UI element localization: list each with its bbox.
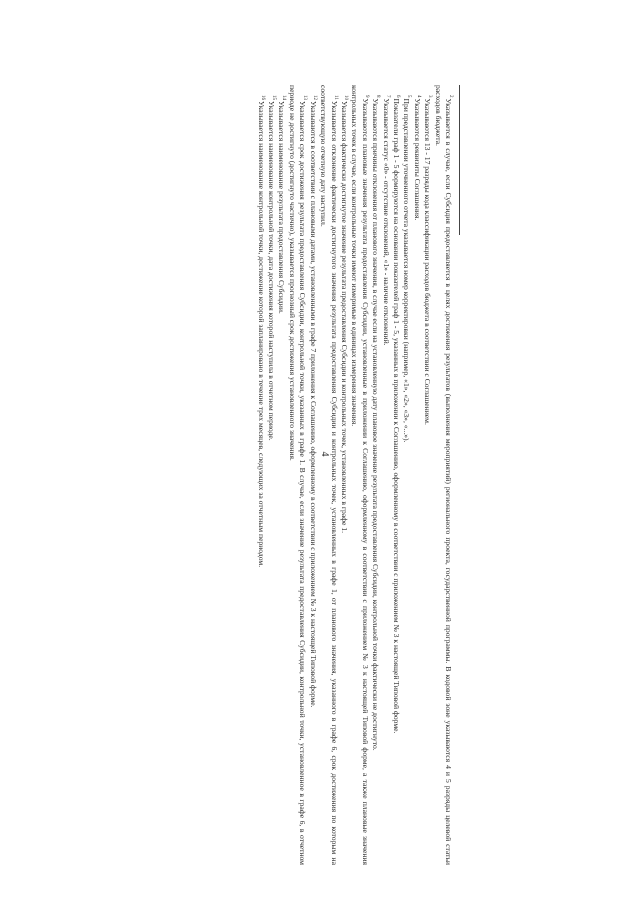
footnote [401, 85, 411, 865]
footnote-list [255, 85, 453, 865]
footnote-text: Указываются в соответствии с плановыми датами, установленными в графе 7 приложения к Соглашению, оформленному в соответствии с приложением № 3 к настоящей Типовой форме. [308, 101, 318, 708]
footnote-number: 11 [333, 95, 339, 100]
footnote [276, 85, 286, 865]
footnote-text: Указывается наименование контрольной точки, достижение которой запланировано в течение трех месяцев, следующих за отчетным периодом. [256, 101, 266, 568]
footnote-number: 16 [260, 95, 266, 100]
footnote [391, 85, 401, 865]
footnote [432, 85, 453, 865]
footnote [318, 85, 339, 865]
footnote-number: 6 [395, 95, 401, 98]
footnote-text: Указываются 13 - 17 разряды кода классификации расходов бюджета в соответствии с Соглашением. [423, 98, 433, 425]
footnote-number: 10 [343, 95, 349, 100]
footnote-text: Указывается срок достижения результата предоставления Субсидии, контрольной точки, указанных в графе 1. В случае, если значение результата предоставления Субсидии, контрольной точки, установленное в графе 6, в отчетном периоде не достигнуто (достигнуто частично), указывается прогнозный срок достижения установленного значения. [287, 85, 308, 865]
footnote-number: 4 [416, 95, 422, 98]
footnote-text: Указывается в случае, если Субсидия предоставляется в целях достижения результатов (выполнения мероприятий) регионального проекта, государственной программы. В кодовой зоне указываются 4 и 5 разряды целевой статьи расходов бюджета. [433, 85, 453, 865]
footnote-number: 3 [426, 95, 432, 98]
footnote-number: 15 [270, 95, 276, 100]
footnote [287, 85, 308, 865]
footnote-text: При представлении уточненного отчета указывается номер корректировки (например, «1», «2», «3», «...»). [402, 98, 412, 443]
footnote [307, 85, 317, 865]
footnote-text: Указывается наименование результата предоставления Субсидии. [277, 101, 287, 314]
footnote-text: Указываются реквизиты Соглашения. [412, 98, 422, 221]
footnote-text: Указываются причины отклонения от планового значения, в случае если на установленную дату плановое значение результата предоставления Субсидии, контрольной точки фактически не достигнуто. [371, 98, 381, 751]
footnote-number: 8 [374, 95, 380, 98]
footnote [339, 85, 349, 865]
footnote [422, 85, 432, 865]
footnote-text: Указывается фактически достигнутое значение результата предоставления Субсидии и контрольных точек, установленных в графе 1. [339, 101, 349, 534]
footnote-text: Указывается отклонение фактически достигнутого значения результата предоставления Субсидии и контрольных точек, установленных в графе 1, от планового значения, указанного в графе 6, срок достижения по которым на соответствующую отчетную дату наступил. [319, 85, 339, 865]
footnote [255, 85, 265, 865]
footnote-number: 5 [405, 95, 411, 98]
footnote [380, 85, 390, 865]
footnote-number: 2 [447, 95, 453, 98]
footnote-number: 9 [364, 95, 370, 98]
footnote-text: Указывается наименование контрольной точки, дата достижения которой наступила в отчетном периоде. [267, 101, 277, 441]
footnotes-block [160, 85, 460, 865]
footnote-text: Указывается статус «0» - отсутствие отклонений, «1» - наличие отклонений. [381, 98, 391, 346]
footnote [370, 85, 380, 865]
footnote-number: 14 [281, 95, 287, 100]
footnote [349, 85, 370, 865]
footnote [411, 85, 421, 865]
footnote [266, 85, 276, 865]
footnote-text: Показатели граф 1 - 5 формируются на основании показателей граф 1 - 5, указанных в приложении к Соглашению, оформленному в соответствии с приложением № 3 к настоящей Типовой форме. [391, 98, 401, 734]
page-number: 4 [319, 451, 330, 457]
footnote-number: 13 [301, 95, 307, 100]
footnote-number: 12 [312, 95, 318, 100]
footnote-text: Указываются плановые значения результата предоставления Субсидии, установленные в приложении к Соглашению, оформленному в соответствии с приложением № 3 к настоящей Типовой форме, а также плановые значения контрольных точек в случае, если контрольные точки имеют измеримые в единицах измерения значения. [350, 85, 370, 865]
footnote-number: 7 [385, 95, 391, 98]
footnote-separator [459, 85, 460, 235]
